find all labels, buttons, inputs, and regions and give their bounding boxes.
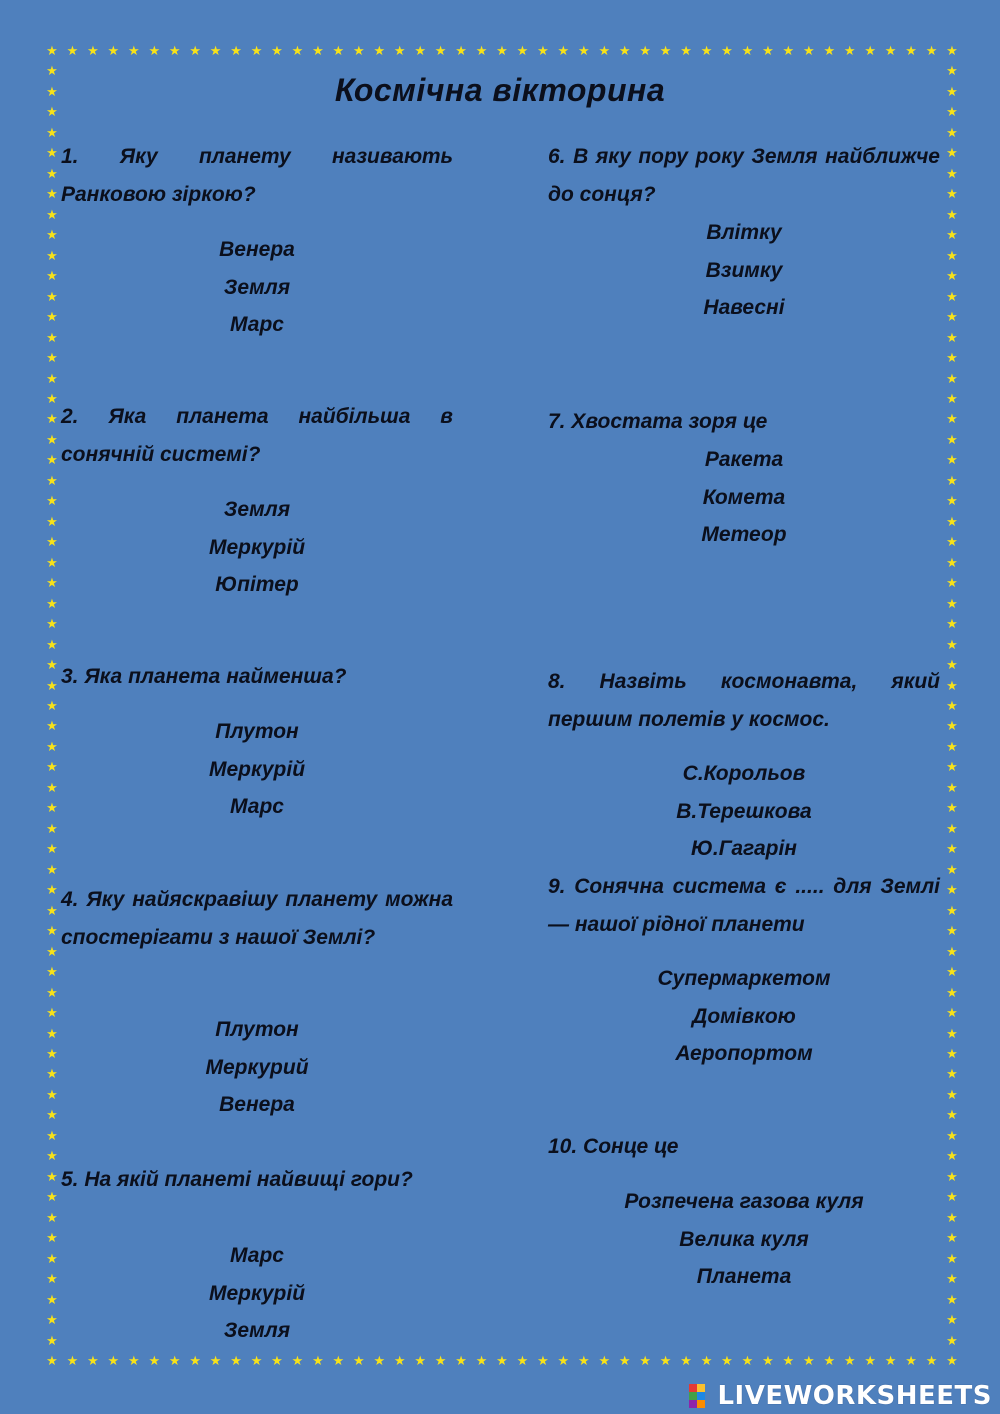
star-icon: ★ (46, 330, 58, 346)
liveworksheets-logo-icon (689, 1384, 711, 1408)
option[interactable]: Аеропортом (675, 1042, 813, 1065)
star-icon: ★ (946, 1333, 958, 1349)
star-icon: ★ (946, 371, 958, 387)
star-icon: ★ (680, 44, 692, 59)
star-icon: ★ (455, 44, 467, 59)
star-icon: ★ (946, 924, 958, 940)
star-icon: ★ (823, 1354, 836, 1369)
star-icon: ★ (557, 44, 570, 59)
star-icon: ★ (946, 637, 958, 653)
star-icon: ★ (46, 1231, 58, 1247)
star-icon: ★ (721, 1354, 733, 1369)
star-icon: ★ (46, 105, 58, 121)
star-icon: ★ (782, 1354, 795, 1369)
star-icon: ★ (46, 351, 58, 367)
star-icon: ★ (577, 44, 590, 59)
option[interactable]: Юпітер (215, 573, 299, 596)
star-icon: ★ (455, 1354, 467, 1369)
option[interactable]: Венера (219, 238, 295, 261)
option[interactable]: Розпечена газова куля (624, 1190, 864, 1213)
star-icon: ★ (46, 207, 58, 223)
star-icon: ★ (925, 1354, 938, 1369)
star-icon: ★ (373, 1354, 386, 1369)
option[interactable]: Меркурий (205, 1055, 309, 1079)
star-icon: ★ (46, 719, 58, 735)
star-icon: ★ (618, 44, 631, 59)
star-icon: ★ (946, 780, 958, 796)
star-icon: ★ (209, 44, 222, 59)
page-title: Космічна вікторина (334, 72, 666, 108)
star-icon: ★ (87, 1354, 99, 1369)
logo-text: LIVEWORKSHEETS (717, 1381, 992, 1411)
option[interactable]: Домівкою (692, 1004, 796, 1028)
star-icon: ★ (46, 1169, 58, 1185)
star-icon: ★ (46, 1272, 58, 1288)
star-icon: ★ (46, 678, 58, 694)
star-icon: ★ (127, 44, 140, 59)
star-icon: ★ (332, 1354, 345, 1369)
star-icon: ★ (537, 1354, 549, 1369)
option[interactable]: Навесні (703, 296, 785, 319)
star-icon: ★ (946, 555, 958, 571)
star-icon: ★ (946, 1026, 958, 1042)
option[interactable]: Марс (230, 1244, 284, 1267)
star-icon: ★ (516, 44, 529, 59)
star-icon: ★ (46, 187, 58, 203)
star-icon: ★ (46, 228, 58, 244)
star-icon: ★ (46, 1210, 58, 1226)
star-icon: ★ (46, 432, 58, 448)
star-icon: ★ (46, 494, 58, 510)
option[interactable]: Велика куля (679, 1227, 809, 1251)
star-icon: ★ (946, 391, 958, 407)
star-icon: ★ (46, 780, 58, 796)
star-icon: ★ (496, 44, 508, 59)
star-icon: ★ (230, 44, 242, 59)
star-icon: ★ (46, 739, 58, 755)
star-icon: ★ (189, 1354, 201, 1369)
star-icon: ★ (946, 801, 958, 817)
star-icon: ★ (475, 44, 488, 59)
star-icon: ★ (946, 1190, 958, 1206)
option[interactable]: Марс (230, 795, 284, 818)
star-icon: ★ (946, 1087, 958, 1103)
star-icon: ★ (107, 44, 120, 59)
star-icon: ★ (87, 44, 99, 59)
star-icon: ★ (46, 269, 58, 285)
star-icon: ★ (46, 44, 58, 59)
star-icon: ★ (946, 985, 958, 1001)
star-icon: ★ (741, 44, 754, 59)
star-icon: ★ (782, 44, 795, 59)
option[interactable]: Метеор (701, 523, 787, 546)
star-icon: ★ (516, 1354, 529, 1369)
star-icon: ★ (946, 1046, 958, 1062)
star-icon: ★ (946, 105, 958, 121)
star-icon: ★ (946, 310, 958, 326)
star-icon: ★ (946, 1231, 958, 1247)
star-icon: ★ (414, 1354, 426, 1369)
option[interactable]: Комета (702, 485, 786, 509)
star-icon: ★ (946, 883, 958, 899)
star-icon: ★ (46, 535, 58, 551)
star-icon: ★ (946, 187, 958, 203)
options-7 (548, 441, 940, 554)
option[interactable]: Ю.Гагарін (691, 837, 797, 860)
star-icon: ★ (475, 1354, 488, 1369)
star-icon: ★ (905, 1354, 917, 1369)
star-icon: ★ (598, 1354, 611, 1369)
star-icon: ★ (946, 1149, 958, 1165)
liveworksheets-logo[interactable] (689, 1382, 992, 1410)
star-icon: ★ (946, 44, 958, 59)
star-icon: ★ (46, 924, 58, 940)
star-icon: ★ (46, 1354, 58, 1369)
star-icon: ★ (946, 432, 958, 448)
star-icon: ★ (46, 1128, 58, 1144)
star-icon: ★ (46, 1149, 58, 1165)
star-icon: ★ (946, 862, 958, 878)
star-icon: ★ (291, 44, 304, 59)
star-icon: ★ (414, 44, 426, 59)
star-icon: ★ (762, 1354, 774, 1369)
star-icon: ★ (843, 1354, 856, 1369)
option[interactable]: Меркурій (208, 1281, 306, 1305)
option[interactable]: Планета (696, 1265, 792, 1288)
star-icon: ★ (946, 965, 958, 981)
star-icon: ★ (946, 473, 958, 489)
star-icon: ★ (46, 1313, 58, 1329)
star-icon: ★ (946, 842, 958, 858)
star-icon: ★ (946, 1313, 958, 1329)
star-icon: ★ (66, 44, 79, 59)
option[interactable]: Меркурій (208, 535, 306, 559)
star-icon: ★ (680, 1354, 692, 1369)
option[interactable]: Меркурій (208, 757, 306, 781)
star-icon: ★ (46, 821, 58, 837)
options-6 (548, 214, 940, 327)
star-icon: ★ (46, 801, 58, 817)
star-icon: ★ (46, 596, 58, 612)
star-icon: ★ (946, 1169, 958, 1185)
star-icon: ★ (46, 965, 58, 981)
options-1 (61, 231, 453, 344)
star-icon: ★ (46, 1006, 58, 1022)
star-icon: ★ (46, 1067, 58, 1083)
star-icon: ★ (189, 44, 201, 59)
option[interactable]: Влітку (706, 221, 782, 244)
star-icon: ★ (46, 862, 58, 878)
star-icon: ★ (46, 883, 58, 899)
star-icon: ★ (46, 289, 58, 305)
star-icon: ★ (46, 1292, 58, 1308)
star-icon: ★ (843, 44, 856, 59)
star-icon: ★ (46, 1333, 58, 1349)
option[interactable]: Плутон (215, 1018, 299, 1041)
star-icon: ★ (884, 44, 897, 59)
question-4: 4. Яку найяскравішу планету можна спостерігати з нашої Землі? (61, 888, 453, 949)
star-icon: ★ (46, 64, 58, 80)
star-icon: ★ (946, 269, 958, 285)
star-icon: ★ (127, 1354, 140, 1369)
star-icon: ★ (537, 44, 549, 59)
star-icon: ★ (721, 44, 733, 59)
star-icon: ★ (741, 1354, 754, 1369)
star-icon: ★ (946, 1067, 958, 1083)
star-icon: ★ (107, 1354, 120, 1369)
star-icon: ★ (946, 719, 958, 735)
question-5: 5. На якій планеті найвищі гори? (61, 1168, 413, 1191)
question-3: 3. Яка планета найменша? (61, 665, 347, 688)
star-icon: ★ (66, 1354, 79, 1369)
star-icon: ★ (946, 658, 958, 674)
star-icon: ★ (46, 842, 58, 858)
star-icon: ★ (946, 84, 958, 100)
options-5 (61, 1237, 453, 1350)
question-7: 7. Хвостата зоря це (548, 410, 768, 433)
star-icon: ★ (946, 1251, 958, 1267)
star-icon: ★ (618, 1354, 631, 1369)
star-icon: ★ (46, 760, 58, 776)
star-icon: ★ (946, 596, 958, 612)
question-8: 8. Назвіть космонавта, який першим полетів у космос. (548, 670, 940, 731)
star-icon: ★ (46, 125, 58, 141)
star-icon: ★ (250, 1354, 263, 1369)
star-icon: ★ (946, 821, 958, 837)
star-icon: ★ (946, 207, 958, 223)
star-icon: ★ (271, 1354, 283, 1369)
star-icon: ★ (557, 1354, 570, 1369)
star-icon: ★ (352, 1354, 365, 1369)
star-icon: ★ (46, 658, 58, 674)
star-icon: ★ (762, 44, 774, 59)
star-icon: ★ (46, 944, 58, 960)
star-icon: ★ (925, 44, 938, 59)
options-2 (61, 491, 453, 604)
star-icon: ★ (168, 1354, 181, 1369)
star-icon: ★ (373, 44, 386, 59)
star-icon: ★ (46, 412, 58, 428)
question-9: 9. Сонячна система є ..... для Землі — нашої рідної планети (548, 875, 940, 936)
star-icon: ★ (946, 289, 958, 305)
star-icon: ★ (884, 1354, 897, 1369)
star-icon: ★ (46, 1026, 58, 1042)
star-icon: ★ (46, 84, 58, 100)
star-icon: ★ (802, 1354, 815, 1369)
star-icon: ★ (864, 44, 876, 59)
star-icon: ★ (946, 617, 958, 633)
star-icon: ★ (946, 351, 958, 367)
option[interactable]: Марс (230, 313, 284, 336)
star-icon: ★ (46, 617, 58, 633)
option[interactable]: Взимку (705, 258, 783, 282)
star-icon: ★ (393, 1354, 406, 1369)
options-4 (61, 1011, 453, 1124)
star-icon: ★ (700, 1354, 713, 1369)
star-icon: ★ (946, 1292, 958, 1308)
star-icon: ★ (312, 44, 324, 59)
options-3 (61, 713, 453, 826)
option[interactable]: Земля (223, 275, 291, 299)
star-icon: ★ (946, 166, 958, 182)
star-icon: ★ (46, 699, 58, 714)
star-icon: ★ (946, 944, 958, 960)
star-icon: ★ (802, 44, 815, 59)
star-icon: ★ (46, 310, 58, 326)
star-icon: ★ (46, 248, 58, 264)
star-icon: ★ (230, 1354, 242, 1369)
star-icon: ★ (46, 1190, 58, 1206)
star-icon: ★ (946, 760, 958, 776)
star-icon: ★ (946, 1006, 958, 1022)
star-icon: ★ (434, 1354, 447, 1369)
question-10: 10. Сонце це (548, 1135, 679, 1158)
star-icon: ★ (864, 1354, 876, 1369)
star-icon: ★ (946, 903, 958, 919)
option[interactable]: Ракета (704, 448, 784, 471)
star-icon: ★ (168, 44, 181, 59)
star-icon: ★ (46, 985, 58, 1001)
star-icon: ★ (823, 44, 836, 59)
star-icon: ★ (46, 1046, 58, 1062)
star-icon: ★ (271, 44, 283, 59)
option[interactable]: Супермаркетом (657, 967, 831, 990)
options-10 (548, 1183, 940, 1296)
star-icon: ★ (946, 1210, 958, 1226)
star-icon: ★ (946, 699, 958, 714)
star-icon: ★ (700, 44, 713, 59)
question-1: 1. Яку планету називають Ранковою зіркою? (61, 145, 453, 206)
star-icon: ★ (946, 1272, 958, 1288)
star-icon: ★ (659, 44, 672, 59)
question-2: 2. Яка планета найбільша в сонячній системі? (61, 405, 453, 466)
star-icon: ★ (291, 1354, 304, 1369)
option[interactable]: Венера (219, 1093, 295, 1116)
star-icon: ★ (598, 44, 611, 59)
star-icon: ★ (46, 576, 58, 592)
star-icon: ★ (946, 494, 958, 510)
star-icon: ★ (905, 44, 917, 59)
star-icon: ★ (946, 64, 958, 80)
star-icon: ★ (946, 412, 958, 428)
options-8 (548, 755, 940, 868)
star-icon: ★ (148, 1354, 161, 1369)
star-icon: ★ (946, 514, 958, 530)
question-6: 6. В яку пору року Земля найближче до сонця? (548, 145, 940, 206)
star-icon: ★ (46, 903, 58, 919)
star-icon: ★ (46, 1087, 58, 1103)
star-icon: ★ (946, 330, 958, 346)
star-icon: ★ (434, 44, 447, 59)
star-icon: ★ (946, 1354, 958, 1369)
star-icon: ★ (946, 678, 958, 694)
star-icon: ★ (639, 44, 651, 59)
star-icon: ★ (46, 166, 58, 182)
star-icon: ★ (148, 44, 161, 59)
star-icon: ★ (946, 535, 958, 551)
options-9 (548, 960, 940, 1073)
option[interactable]: В.Терешкова (676, 799, 812, 823)
star-icon: ★ (46, 453, 58, 469)
option[interactable]: Земля (223, 498, 291, 521)
option[interactable]: Плутон (215, 720, 299, 743)
star-icon: ★ (46, 555, 58, 571)
star-icon: ★ (46, 1251, 58, 1267)
star-icon: ★ (46, 371, 58, 387)
star-icon: ★ (46, 514, 58, 530)
star-icon: ★ (577, 1354, 590, 1369)
star-icon: ★ (332, 44, 345, 59)
star-icon: ★ (946, 576, 958, 592)
star-icon: ★ (946, 1108, 958, 1124)
star-icon: ★ (46, 1108, 58, 1124)
star-icon: ★ (946, 146, 958, 162)
star-icon: ★ (250, 44, 263, 59)
star-icon: ★ (946, 453, 958, 469)
star-icon: ★ (393, 44, 406, 59)
star-icon: ★ (46, 391, 58, 407)
star-icon: ★ (352, 44, 365, 59)
star-icon: ★ (946, 125, 958, 141)
star-icon: ★ (46, 637, 58, 653)
star-icon: ★ (312, 1354, 324, 1369)
star-icon: ★ (946, 739, 958, 755)
star-icon: ★ (496, 1354, 508, 1369)
option[interactable]: Земля (223, 1319, 291, 1342)
star-icon: ★ (46, 146, 58, 162)
star-icon: ★ (946, 1128, 958, 1144)
star-icon: ★ (659, 1354, 672, 1369)
star-icon: ★ (946, 248, 958, 264)
star-icon: ★ (209, 1354, 222, 1369)
star-icon: ★ (46, 473, 58, 489)
option[interactable]: С.Корольов (682, 762, 806, 785)
star-icon: ★ (946, 228, 958, 244)
star-icon: ★ (639, 1354, 651, 1369)
